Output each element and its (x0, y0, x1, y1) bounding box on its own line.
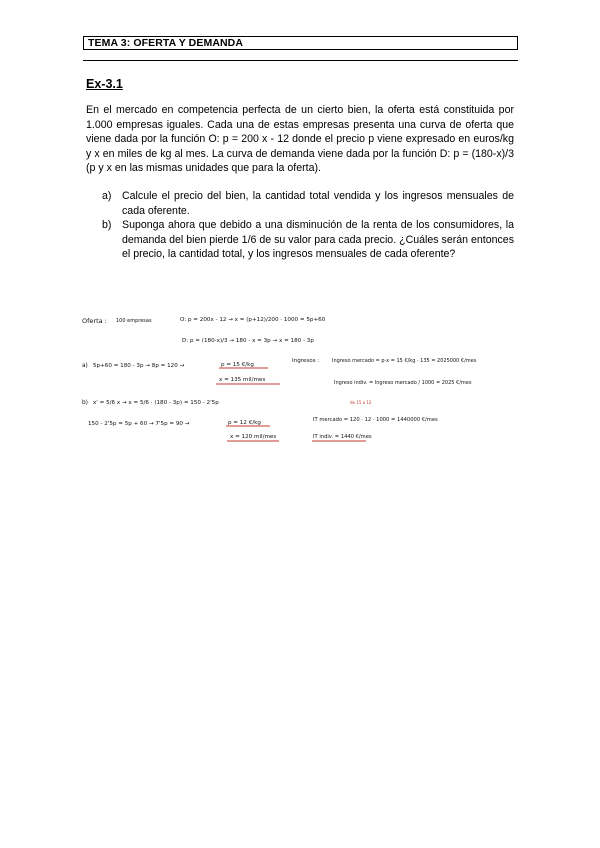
hw-a-qty: x = 135 mil/mes (219, 377, 266, 383)
hw-b-qty: x = 120 mil/mes (230, 434, 277, 440)
hw-a-label: a) (82, 363, 88, 369)
hw-oferta-firms: 100 empresas (116, 318, 152, 324)
question-text: Calcule el precio del bien, la cantidad total vendida y los ingresos mensuales de cada oferente. (122, 190, 514, 217)
hw-ingresos-eq1: Ingreso mercado = p·x = 15 €/kg · 135 = 2025000 €/mes (332, 358, 477, 364)
hw-b-ing2: IT indiv. = 1440 €/mes (313, 434, 372, 440)
hw-a-eq: 5p+60 = 180 - 3p → 8p = 120 → (93, 363, 185, 369)
question-text: Suponga ahora que debido a una disminución de la renta de los consumidores, la demanda del bien pierde 1/6 de su valor para cada precio. ¿Cuáles serán entonces el precio, la cantidad total, y los ingresos mensuales de cada oferente? (122, 219, 514, 261)
hw-a-price: p = 15 €/kg (221, 362, 254, 368)
question-marker: a) (102, 190, 112, 202)
exercise-title: Ex-3.1 (86, 77, 123, 91)
header-title: TEMA 3: OFERTA Y DEMANDA (88, 37, 244, 49)
hw-b-note: de 15 a 12 (350, 400, 372, 405)
hw-oferta-eq: O: p = 200x - 12 → x = (p+12)/200 · 1000 = 5p+60 (180, 317, 326, 323)
hw-b-ing1: IT mercado = 120 · 12 · 1000 = 1440000 €/mes (313, 417, 438, 423)
question-marker: b) (102, 219, 112, 232)
exercise-statement: En el mercado en competencia perfecta de un cierto bien, la oferta está constituida por 1.000 empresas iguales. Cada una de estas empresas presenta una curva de oferta que viene dada por la función O: p = 200 x - 12 donde el precio p viene expresado en euros/kg y x en miles de kg al mes. La curva de demanda viene dada por la función D: p = (180-x)/3 (p y x en las mismas unidades que para la oferta). (86, 104, 514, 175)
hw-b-label: b) (82, 400, 88, 406)
hw-b-price: p = 12 €/kg (228, 420, 261, 426)
hw-oferta-label: Oferta : (82, 317, 107, 325)
hw-b-eq1: x' = 5/6 x → x = 5/6 · (180 - 3p) = 150 - 2'5p (93, 400, 219, 406)
hw-b-eq2: 150 - 2'5p = 5p + 60 → 7'5p = 90 → (88, 421, 190, 427)
hw-demanda-eq: D: p = (180-x)/3 → 180 - x = 3p → x = 180 - 3p (182, 338, 314, 344)
hw-ingresos-eq2: Ingreso indiv. = Ingreso mercado / 1000 = 2025 €/mes (334, 380, 472, 386)
hw-ingresos-label: Ingresos : (292, 358, 320, 364)
